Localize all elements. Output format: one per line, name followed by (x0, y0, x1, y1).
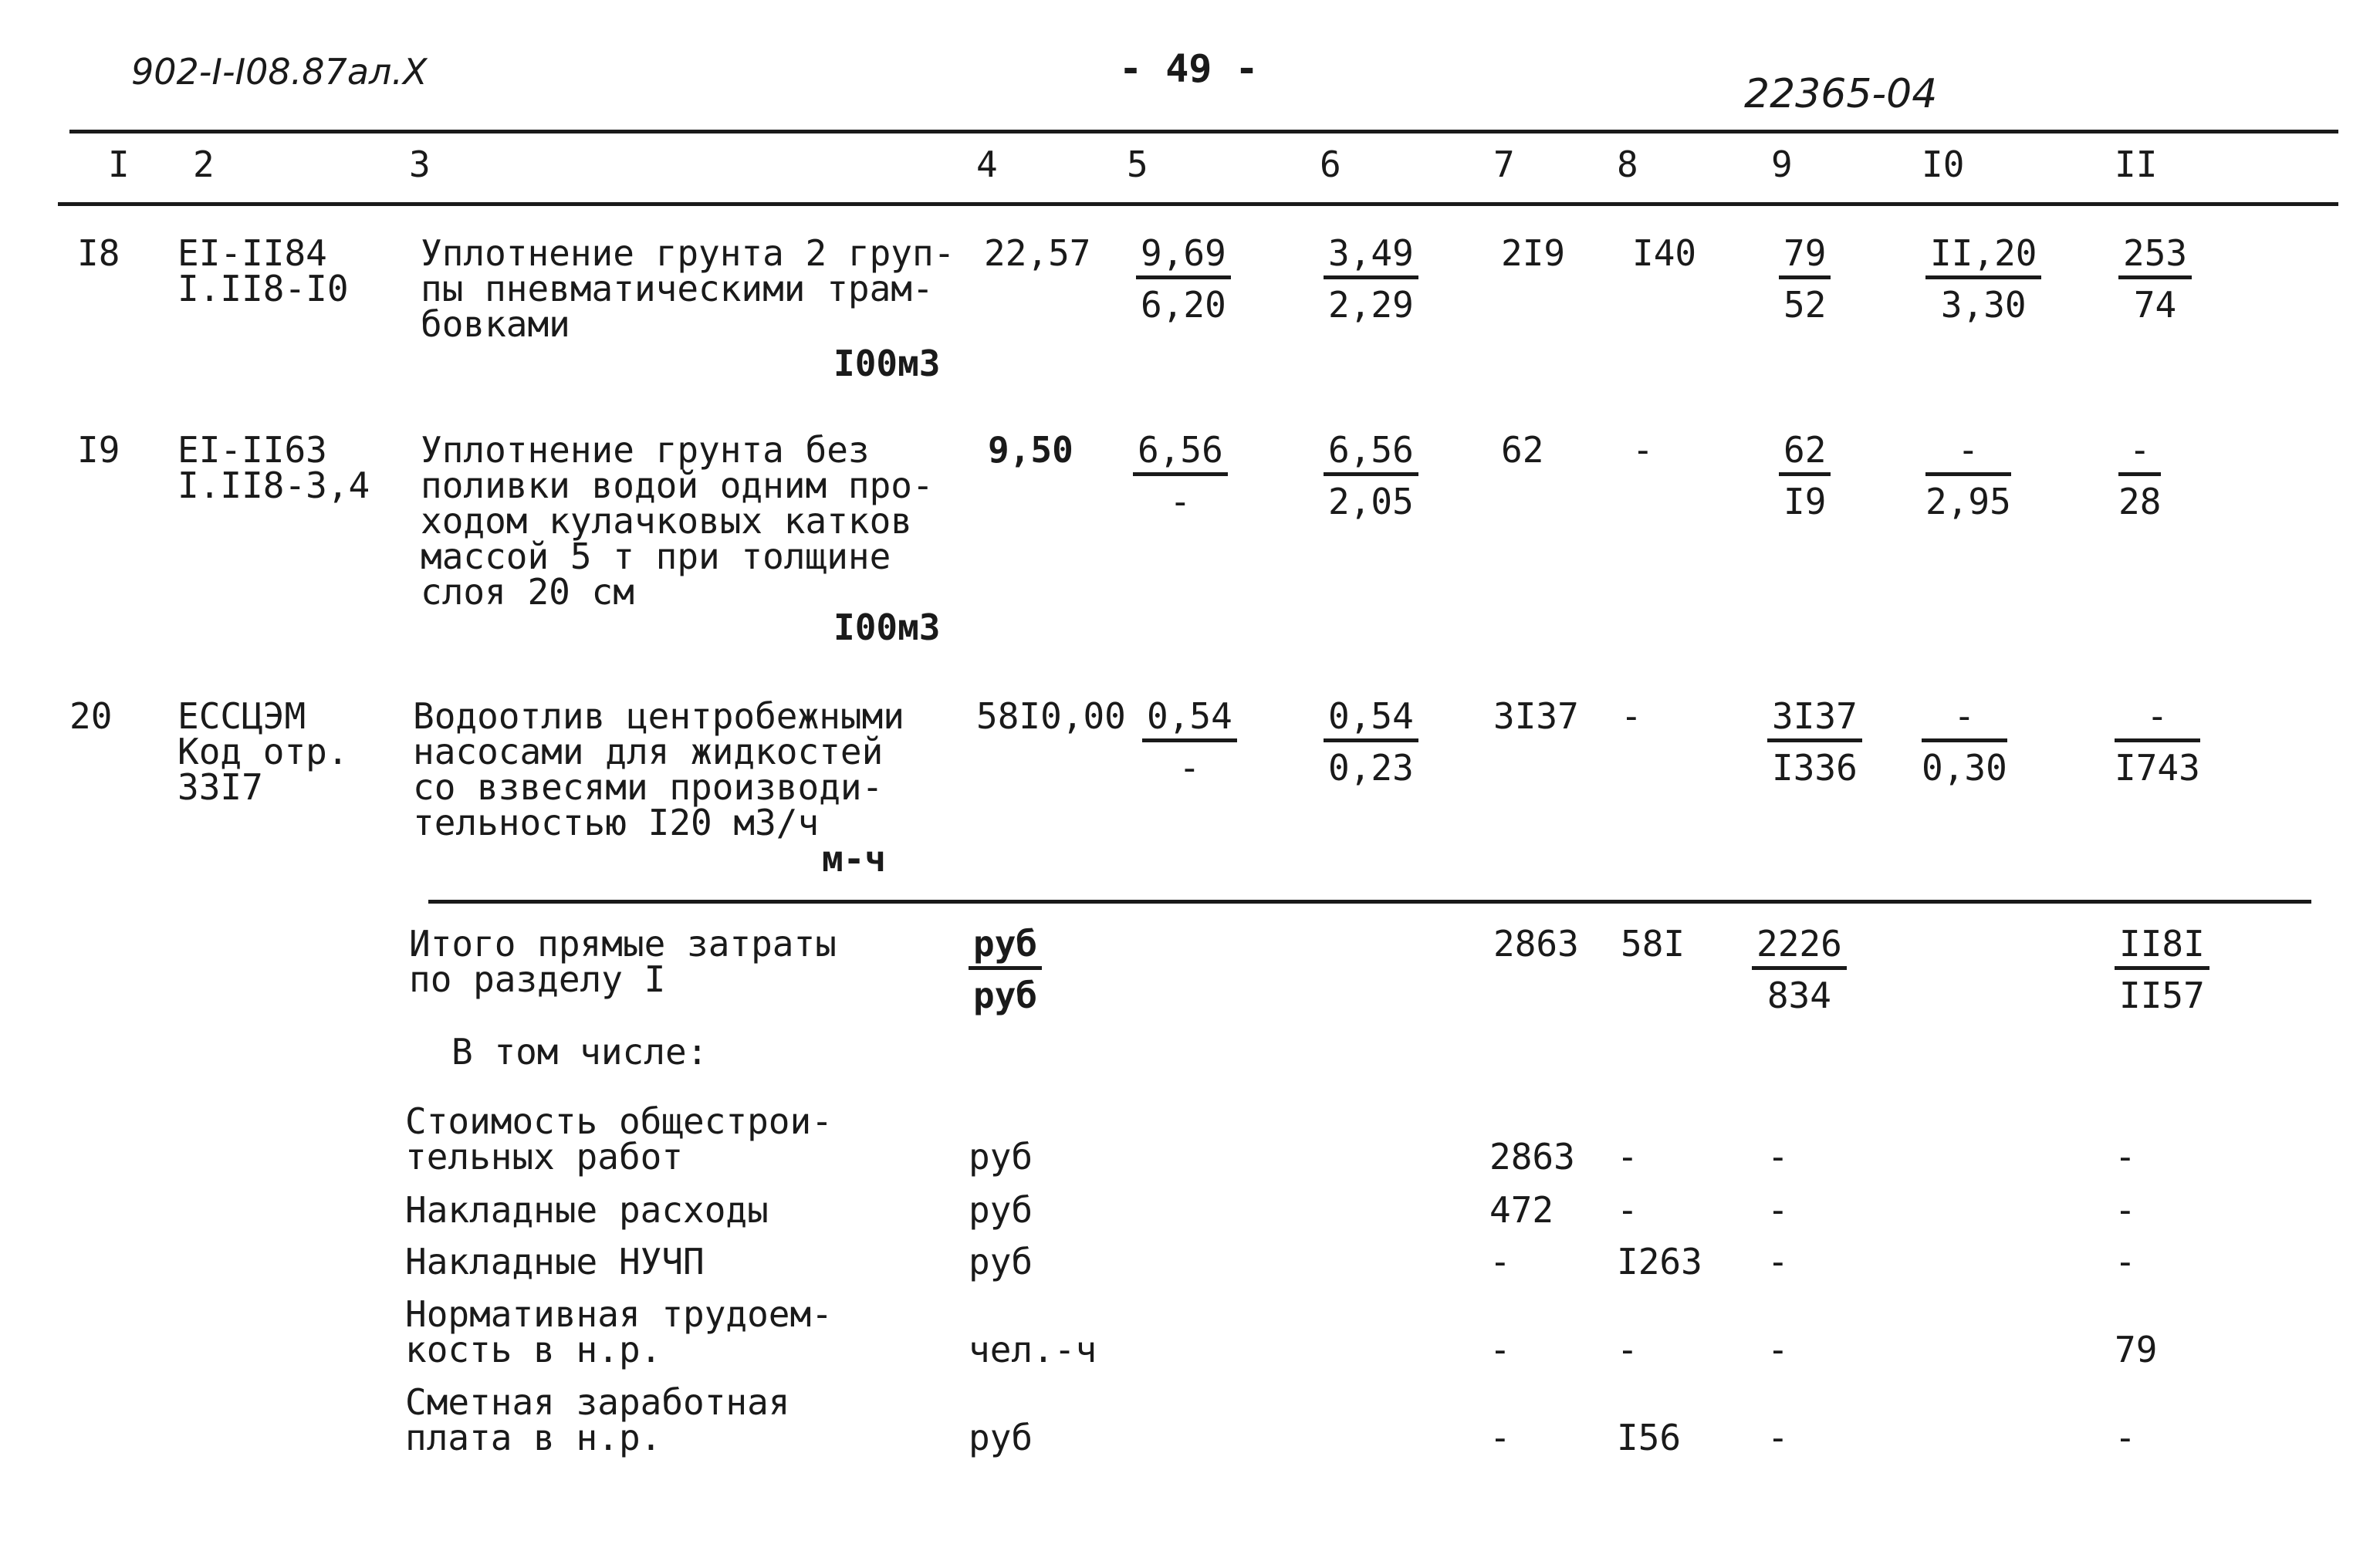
breakdown-col8: - (1617, 1189, 1638, 1231)
row-col11-fraction: $\frac{253}{74}$ (2118, 235, 2192, 323)
row-quantity: 9,50 (988, 429, 1073, 471)
row-col8: - (1621, 695, 1642, 737)
breakdown-col11: - (2115, 1189, 2136, 1231)
archive-number: 22365-04 (1744, 71, 1938, 117)
breakdown-label: Нормативная трудоем- кость в н.р. (405, 1293, 833, 1370)
breakdown-label: Стоимость общестрои- тельных работ (405, 1100, 833, 1178)
column-header: 5 (1127, 144, 1148, 185)
totals-unit-fraction: руб руб (969, 926, 1042, 1013)
row-col5-fraction: $\frac{9,69}{6,20}$ (1136, 235, 1231, 323)
column-header: I0 (1922, 144, 1965, 185)
document-code: 902-I-I08.87ал.X (131, 51, 428, 93)
breakdown-col9: - (1767, 1136, 1789, 1178)
row-col11-fraction: - I743 (2115, 695, 2200, 789)
column-header: 7 (1493, 144, 1515, 185)
row-col6-fraction: $\frac{0,54}{0,23}$ (1324, 698, 1418, 786)
row-col10-fraction: - 2,95 (1925, 429, 2011, 522)
breakdown-unit: руб (969, 1417, 1033, 1458)
including-label: В том числе: (451, 1031, 708, 1073)
breakdown-col11: - (2115, 1241, 2136, 1282)
breakdown-col11: - (2115, 1417, 2136, 1458)
totals-col7: 2863 (1493, 923, 1579, 965)
totals-label: Итого прямые затраты по разделу I (409, 923, 837, 1000)
row-col7: 2I9 (1501, 232, 1566, 274)
breakdown-label: Накладные НУЧП (405, 1241, 705, 1282)
row-col7: 3I37 (1493, 695, 1579, 737)
totals-separator-rule (428, 900, 2311, 904)
row-number: I8 (77, 232, 120, 274)
row-col9-fraction: $\frac{79}{52}$ (1779, 235, 1831, 323)
breakdown-col8: - (1617, 1329, 1638, 1370)
row-col8: - (1632, 429, 1654, 471)
row-quantity: 58I0,00 (976, 695, 1126, 737)
totals-col11-fraction: $\frac{II8I}{II57}$ (2115, 926, 2209, 1013)
row-number: 20 (69, 695, 113, 737)
column-header: II (2115, 144, 2158, 185)
row-unit: I00м3 (833, 607, 941, 648)
totals-col8: 58I (1621, 923, 1685, 965)
page-number: - 49 - (1119, 46, 1259, 91)
row-col10-fraction: - 0,30 (1922, 695, 2007, 789)
row-col5-fraction: 6,56 - (1133, 432, 1228, 519)
breakdown-col9: - (1767, 1241, 1789, 1282)
row-code: EI-II84 I.II8-I0 (177, 232, 349, 309)
breakdown-col9: - (1767, 1329, 1789, 1370)
breakdown-col8: - (1617, 1136, 1638, 1178)
breakdown-col7: 472 (1489, 1189, 1554, 1231)
column-header: 3 (409, 144, 431, 185)
row-number: I9 (77, 429, 120, 471)
row-description: Водоотлив центробежными насосами для жидкостей со взвесями производи- тельностью I20 м3/ч (413, 695, 904, 843)
breakdown-unit: руб (969, 1189, 1033, 1231)
row-code: EI-II63 I.II8-3,4 (177, 429, 370, 506)
breakdown-label: Накладные расходы (405, 1189, 769, 1231)
row-col6-fraction: $\frac{6,56}{2,05}$ (1324, 432, 1418, 519)
row-col9-fraction: $\frac{3I37}{I336}$ (1767, 698, 1862, 786)
row-quantity: 22,57 (984, 232, 1091, 274)
header-bottom-rule (58, 202, 2338, 206)
row-col5-fraction: 0,54 - (1142, 698, 1237, 786)
row-description: Уплотнение грунта 2 груп- пы пневматическими трам- бовками (421, 232, 955, 345)
breakdown-col7: - (1489, 1329, 1511, 1370)
row-col10-fraction: $\frac{II,20}{3,30}$ (1925, 235, 2041, 323)
breakdown-col7: - (1489, 1417, 1511, 1458)
row-unit: м-ч (822, 838, 887, 880)
breakdown-col9: - (1767, 1189, 1789, 1231)
breakdown-unit: руб (969, 1136, 1033, 1178)
breakdown-unit: чел.-ч (969, 1329, 1097, 1370)
column-header: I (108, 144, 130, 185)
row-description: Уплотнение грунта без поливки водой одним про- ходом кулачковых катков массой 5 т при толщине слоя 20 см (421, 429, 934, 613)
breakdown-col11: 79 (2115, 1329, 2158, 1370)
breakdown-col8: I56 (1617, 1417, 1682, 1458)
row-unit: I00м3 (833, 343, 941, 384)
row-col9-fraction: $\frac{62}{I9}$ (1779, 432, 1831, 519)
breakdown-col8: I263 (1617, 1241, 1702, 1282)
column-header: 4 (976, 144, 998, 185)
column-header: 6 (1320, 144, 1341, 185)
breakdown-col7: 2863 (1489, 1136, 1575, 1178)
breakdown-col7: - (1489, 1241, 1511, 1282)
column-header: 8 (1617, 144, 1638, 185)
breakdown-unit: руб (969, 1241, 1033, 1282)
column-header: 9 (1771, 144, 1793, 185)
breakdown-col11: - (2115, 1136, 2136, 1178)
header-top-rule (69, 130, 2338, 133)
totals-col9-fraction: $\frac{2226}{834}$ (1752, 926, 1847, 1013)
breakdown-label: Сметная заработная плата в н.р. (405, 1381, 790, 1458)
column-header: 2 (193, 144, 215, 185)
row-col11-fraction: - 28 (2118, 429, 2162, 522)
breakdown-col9: - (1767, 1417, 1789, 1458)
row-code: ЕССЦЭМ Код отр. 33I7 (177, 695, 349, 808)
row-col6-fraction: $\frac{3,49}{2,29}$ (1324, 235, 1418, 323)
row-col7: 62 (1501, 429, 1544, 471)
row-col8: I40 (1632, 232, 1697, 274)
